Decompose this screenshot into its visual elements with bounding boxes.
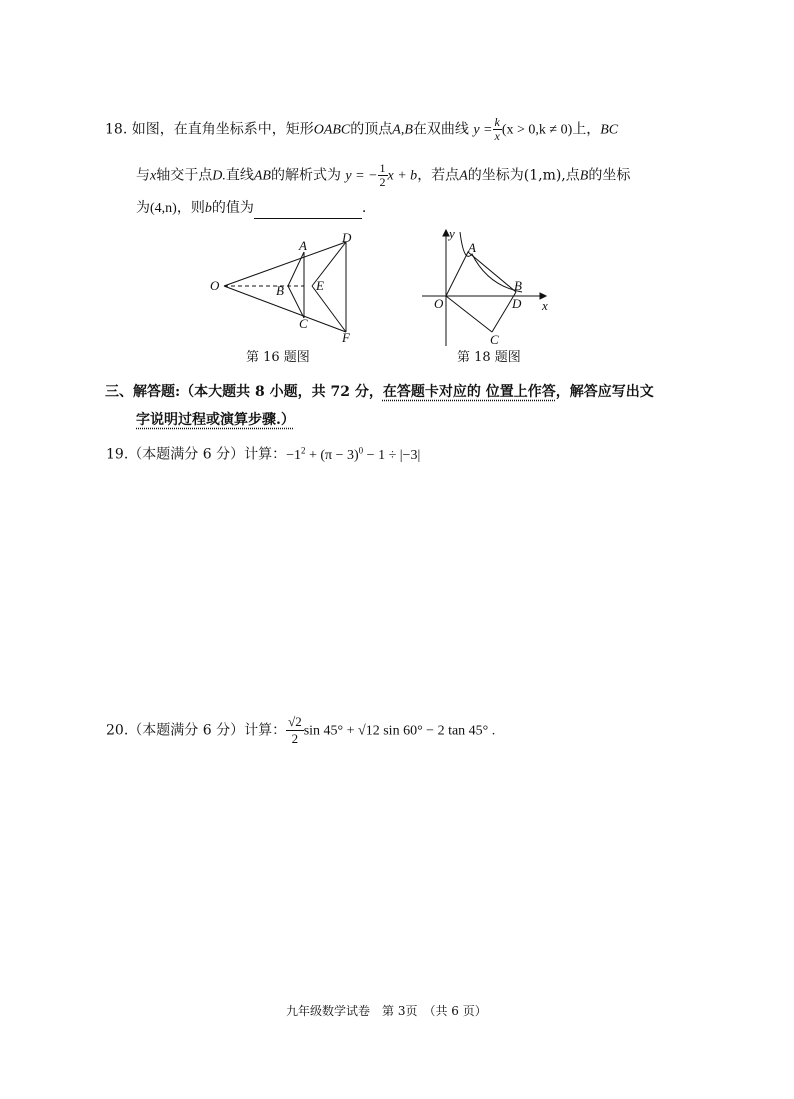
fig18-label-x: x [542, 298, 548, 313]
q18-text: 如图，在直角坐标系中，矩形 [131, 121, 314, 138]
q20-fraction [286, 714, 304, 747]
fig16-line-AB [288, 252, 304, 286]
fig18-segment-OA [446, 252, 468, 296]
q18-text: 与 [136, 167, 150, 184]
q20-expression: sin 45° + √12 sin 60° − 2 tan 45° . [303, 723, 496, 739]
q18-number: 18. [105, 121, 128, 138]
q18-coord: (4,n) [150, 201, 177, 216]
q18-text: 的坐标 [588, 167, 631, 184]
hyperbola-num: k [494, 115, 500, 129]
q18-var: x [150, 168, 157, 184]
q18-rect-name: OABC [313, 122, 351, 138]
line-lhs: y = − [345, 168, 378, 184]
fig18-label-A: A [468, 240, 476, 255]
section3-heading-text: 三、解答题:（本大题共 8 小题，共 72 分， [105, 384, 383, 400]
fig16-label-A: A [299, 238, 307, 253]
q18-text: 的坐标为(1,m),点 [467, 167, 580, 184]
q19-prefix: 19.（本题满分 6 分）计算： [106, 446, 287, 463]
fig16-label-B: B [276, 283, 284, 298]
fig16-label-C: C [299, 316, 308, 331]
q19-expr-part: + (π − 3) [305, 447, 359, 463]
q18-text: 的顶点 [350, 121, 393, 138]
q20-prefix: 20.（本题满分 6 分）计算： [106, 722, 287, 739]
hyperbola-den: x [494, 129, 500, 143]
q20-frac-den: 2 [291, 731, 299, 746]
q18-text: 的值为 [211, 200, 254, 216]
q19-exponent: 0 [358, 445, 364, 455]
q18-line2 [136, 162, 630, 189]
line-fraction [378, 162, 388, 189]
fig16-caption: 第 16 题图 [246, 350, 310, 365]
fig18-label-D: D [512, 296, 522, 311]
fig16-label-E: E [316, 278, 324, 293]
q18-points: A,B [392, 122, 413, 138]
fig18-label-C: C [490, 332, 499, 347]
q19-expression [286, 445, 421, 463]
q18-text: 的解析式为 [270, 167, 341, 184]
q18-point: D. [212, 168, 226, 184]
fig16-label-F: F [342, 330, 350, 345]
line-den: 2 [379, 175, 386, 189]
hyperbola-lhs: y = [473, 122, 493, 138]
section3-heading-line1 [105, 382, 654, 402]
q18-text: 轴交于点 [156, 167, 213, 184]
section3-heading-emphasis: 字说明过程或演算步骤.） [136, 412, 295, 428]
q18-text: 直线 [225, 167, 254, 184]
fig18-caption: 第 18 题图 [457, 350, 521, 365]
answer-blank[interactable] [254, 204, 362, 219]
fig16-label-O: O [210, 278, 220, 293]
q20 [106, 714, 495, 747]
fig18-label-B: B [514, 278, 522, 293]
q18-point: B [579, 168, 589, 184]
hyperbola-condition: (x > 0,k ≠ 0) [501, 122, 573, 138]
section3-heading-emphasis: 在答题卡对应的 位置上作答 [382, 384, 556, 400]
q18-segment: BC [600, 122, 619, 138]
page-footer: 九年级数学试卷 第 3页 （共 6 页） [286, 1004, 487, 1018]
q18-text: ，则 [176, 200, 205, 216]
section3-heading-line2 [136, 410, 295, 430]
fig18-label-O: O [434, 296, 444, 311]
q18-text: 上， [572, 121, 601, 138]
fig18-label-y: y [449, 226, 455, 241]
fig16-label-D: D [342, 230, 352, 245]
q19-expr-part: − 1 ÷ |−3| [363, 447, 421, 463]
hyperbola-fraction [493, 116, 502, 143]
q18-var: b [204, 201, 212, 216]
q18-point: A [459, 168, 468, 184]
q19-expr-part: −1 [286, 447, 301, 463]
q20-frac-num: √2 [288, 714, 302, 729]
q18-text: ，若点 [417, 167, 460, 184]
q18-text: . [361, 200, 367, 216]
line-num: 1 [379, 161, 386, 175]
line-rest: x + b [387, 168, 418, 184]
q18-text: 为 [136, 200, 150, 216]
fig18-segment-OC [446, 296, 492, 332]
fig18-segment-AB [468, 252, 516, 292]
q18-line1 [105, 116, 618, 143]
q18-text: 在双曲线 [412, 121, 469, 138]
q19-exponent: 2 [300, 445, 306, 455]
figure-18 [418, 224, 558, 348]
figure-16 [200, 230, 370, 345]
q19 [106, 440, 420, 466]
fig16-line-OF [224, 286, 346, 332]
fig16-line-OD [224, 242, 346, 286]
q18-line3 [136, 198, 366, 219]
q18-line-name: AB [253, 168, 271, 184]
section3-heading-text: ，解答应写出文 [555, 384, 654, 400]
